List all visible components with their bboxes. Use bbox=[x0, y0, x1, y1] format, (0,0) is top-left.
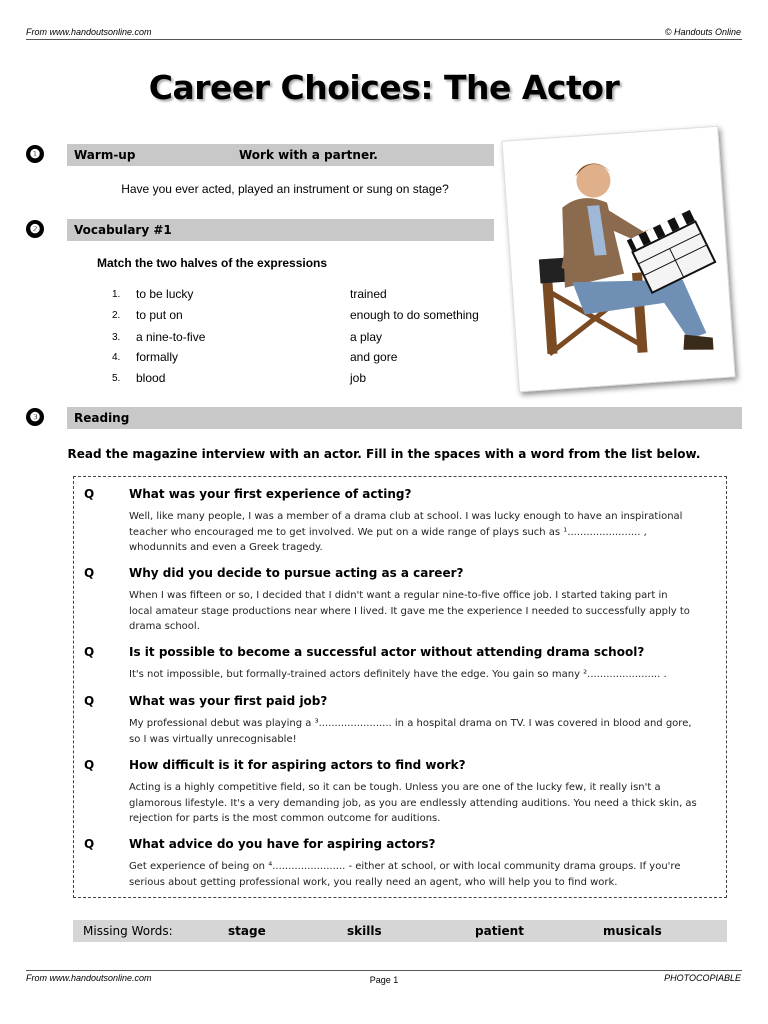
vocab-instruction: Match the two halves of the expressions bbox=[97, 256, 328, 270]
section-number-1: ❶ bbox=[26, 145, 44, 163]
vocab-item-first-half: to put on bbox=[136, 308, 183, 322]
warmup-label: Warm-up bbox=[74, 148, 136, 162]
actor-photo bbox=[501, 126, 735, 393]
question-label: Q bbox=[84, 566, 95, 580]
vocab-item-second-half: trained bbox=[350, 287, 387, 301]
header-divider bbox=[26, 39, 742, 40]
missing-word: patient bbox=[475, 924, 524, 938]
header-copyright: © Handouts Online bbox=[664, 27, 741, 37]
question-label: Q bbox=[84, 758, 95, 772]
missing-words-label: Missing Words: bbox=[83, 924, 173, 938]
vocab-item-first-half: to be lucky bbox=[136, 287, 194, 301]
question-label: Q bbox=[84, 487, 95, 501]
footer-divider bbox=[26, 970, 742, 971]
interview-box bbox=[73, 476, 727, 898]
vocab-label: Vocabulary #1 bbox=[74, 223, 172, 237]
reading-label: Reading bbox=[74, 411, 130, 425]
vocab-item-second-half: and gore bbox=[350, 350, 398, 364]
interview-question: Is it possible to become a successful actor without attending drama school? bbox=[129, 645, 645, 659]
vocab-item-number: 5. bbox=[112, 373, 121, 384]
answer-line: serious about getting professional work, you really need an agent, who will help you to find work. bbox=[129, 876, 618, 888]
vocab-item-first-half: a nine-to-five bbox=[136, 330, 206, 344]
interview-question: What was your first experience of acting? bbox=[129, 487, 412, 501]
interview-answer bbox=[129, 667, 719, 683]
page-title: Career Choices: The Actor bbox=[148, 68, 620, 107]
vocab-item-number: 1. bbox=[112, 289, 121, 300]
missing-word: stage bbox=[228, 924, 266, 938]
reading-bar bbox=[67, 407, 742, 429]
answer-line: Well, like many people, I was a member of a drama club at school. I was lucky enough to have an inspirational bbox=[129, 511, 683, 522]
missing-words-bar bbox=[73, 920, 727, 942]
vocab-item-first-half: formally bbox=[136, 350, 179, 364]
interview-answer bbox=[129, 509, 719, 556]
missing-word: skills bbox=[347, 924, 382, 938]
answer-line: glamorous lifestyle. It's a very demanding job, as you are endlessly attending auditions. You need a thick skin, as bbox=[129, 797, 697, 809]
interview-question: What advice do you have for aspiring actors? bbox=[129, 837, 436, 851]
question-label: Q bbox=[84, 645, 95, 659]
vocab-item-first-half: blood bbox=[136, 371, 166, 385]
vocab-bar bbox=[67, 219, 494, 241]
answer-line: rejection for parts is the most common outcome for auditions. bbox=[129, 813, 441, 824]
page-number: Page 1 bbox=[369, 975, 399, 985]
footer-source: From www.handoutsonline.com bbox=[26, 973, 152, 983]
interview-answer bbox=[129, 588, 719, 635]
answer-line: whodunnits and even a Greek tragedy. bbox=[129, 542, 323, 553]
vocab-item-number: 3. bbox=[112, 332, 121, 343]
answer-line: When I was fifteen or so, I decided that I didn't want a regular nine-to-five office job. I started taking part in bbox=[129, 590, 668, 601]
footer-note: PHOTOCOPIABLE bbox=[664, 973, 741, 983]
answer-line: It's not impossible, but formally-trained actors definitely have the edge. You gain so many ²....................... . bbox=[129, 669, 667, 680]
interview-question: How difficult is it for aspiring actors to find work? bbox=[129, 758, 466, 772]
warmup-bar bbox=[67, 144, 494, 166]
answer-line: teacher who encouraged me to get involved. We put on a wide range of plays such as ¹....................... , bbox=[129, 526, 647, 538]
vocab-item-number: 4. bbox=[112, 352, 121, 363]
interview-answer bbox=[129, 716, 719, 747]
answer-line: so I was virtually unrecognisable! bbox=[129, 733, 297, 745]
reading-instruction: Read the magazine interview with an actor. Fill in the spaces with a word from the list below. bbox=[67, 447, 701, 461]
answer-line: Acting is a highly competitive field, so it can be tough. Unless you are one of the lucky few, it really isn't a bbox=[129, 782, 661, 793]
warmup-question: Have you ever acted, played an instrument or sung on stage? bbox=[121, 182, 449, 196]
answer-line: local amateur stage productions near where I lived. It gave me the experience I needed to successfully apply to bbox=[129, 605, 690, 617]
warmup-partner-instruction: Work with a partner. bbox=[239, 148, 378, 162]
vocab-item-second-half: a play bbox=[350, 330, 383, 344]
section-number-2: ❷ bbox=[26, 220, 44, 238]
question-label: Q bbox=[84, 694, 95, 708]
vocab-item-second-half: enough to do something bbox=[350, 308, 479, 322]
vocab-item-second-half: job bbox=[350, 371, 367, 385]
interview-question: What was your first paid job? bbox=[129, 694, 328, 708]
interview-answer bbox=[129, 859, 719, 890]
actor-photo-illustration bbox=[503, 127, 735, 391]
answer-line: drama school. bbox=[129, 621, 200, 632]
vocab-item-number: 2. bbox=[112, 310, 121, 321]
interview-answer bbox=[129, 780, 719, 827]
interview-question: Why did you decide to pursue acting as a career? bbox=[129, 566, 464, 580]
header-source: From www.handoutsonline.com bbox=[26, 27, 152, 37]
missing-word: musicals bbox=[603, 924, 662, 938]
answer-line: My professional debut was playing a ³....................... in a hospital drama on TV. I was covered in blood and gore, bbox=[129, 718, 692, 729]
section-number-3: ❸ bbox=[26, 408, 44, 426]
answer-line: Get experience of being on ⁴....................... - either at school, or with local community drama groups. If you're bbox=[129, 861, 681, 872]
question-label: Q bbox=[84, 837, 95, 851]
